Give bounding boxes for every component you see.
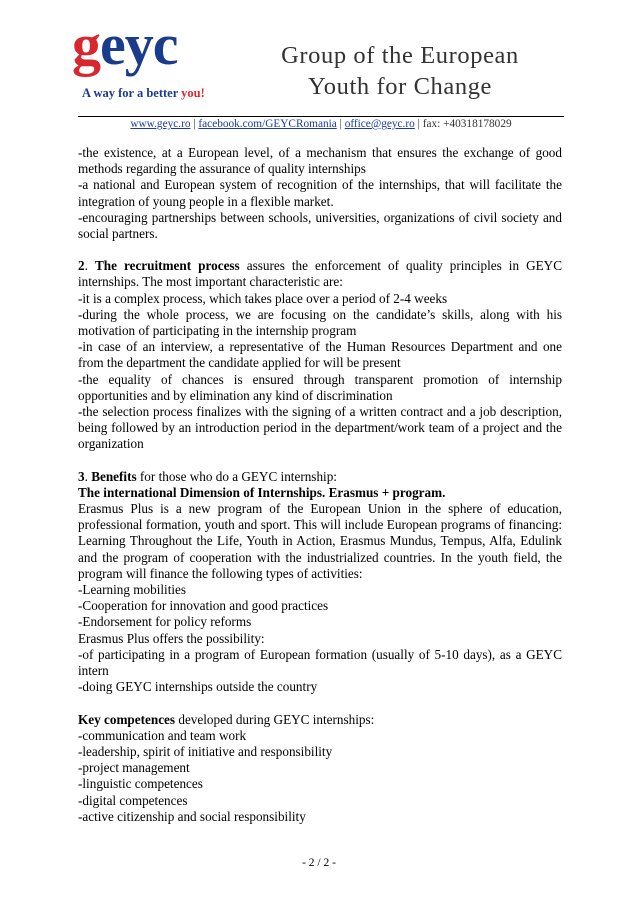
logo-tagline: A way for a better you! [82,86,205,100]
erasmus-paragraph: Erasmus Plus is a new program of the European Union in the sphere of education, professional formation, youth and sport. This will include European programs of financing: Learning Throughout the Life, Youth in Action, Erasmus Mundus, Tempus, Alfa, Edulink and the program of cooperation with the industrialized countries. In the youth field, the program will finance the following types of activities: [78,501,562,581]
section-2-intro: 2. The recruitment process assures the enforcement of quality principles in GEYC internships. The most important characteristic are: [78,258,562,290]
logo-wordmark: geyc [72,12,178,77]
list-item: -communication and team work [78,727,247,743]
email-link[interactable]: office@geyc.ro [344,118,415,130]
list-item: -digital competences [78,792,188,808]
website-link[interactable]: www.geyc.ro [130,118,191,130]
document-body [78,145,562,825]
list-item: -in case of an interview, a representative of the Human Resources Department and one from the department the candidate applied for will be present [78,339,562,371]
geyc-logo [70,12,220,106]
list-item: -linguistic competences [78,776,203,792]
contact-line: www.geyc.ro | facebook.com/GEYCRomania | office@geyc.ro | fax: +40318178029 [130,118,512,130]
section-3-intro: 3. Benefits for those who do a GEYC internship: [78,468,337,484]
possibility-line: Erasmus Plus offers the possibility: [78,630,265,646]
organization-name: Group of the European Youth for Change [281,42,519,100]
fax-number: fax: +40318178029 [422,118,512,130]
section-heading: Benefits [91,468,137,484]
section-heading: Key competences [78,711,176,727]
list-item: -active citizenship and social responsibility [78,808,306,824]
list-item: -the selection process finalizes with the signing of a written contract and a job description, being followed by an introduction period in the department/work team of a project and the organization [78,404,562,452]
list-item: -the existence, at a European level, of a mechanism that ensures the exchange of good methods regarding the assurance of quality internships [78,145,562,177]
list-item: -the equality of chances is ensured through transparent promotion of internship opportunities and by elimination any kind of discrimination [78,371,562,403]
list-item: -Cooperation for innovation and good practices [78,598,329,614]
list-item: -doing GEYC internships outside the country [78,679,318,695]
list-item: -a national and European system of recognition of the internships, that will facilitate the integration of young people in a flexible market. [78,177,562,209]
competences-intro: Key competences developed during GEYC internships: [78,711,375,727]
list-item: -project management [78,760,190,776]
list-item: -Learning mobilities [78,582,187,598]
list-item: -encouraging partnerships between schools, universities, organizations of civil society and social partners. [78,209,562,242]
list-item: -it is a complex process, which takes place over a period of 2-4 weeks [78,290,448,306]
list-item: -during the whole process, we are focusing on the candidate’s skills, along with his motivation of participating in the internship program [78,306,562,339]
section-heading: The recruitment process [94,258,240,274]
page-number: - 2 / 2 - [302,857,336,869]
list-item: -Endorsement for policy reforms [78,614,252,630]
list-item: -leadership, spirit of initiative and responsibility [78,743,333,759]
facebook-link[interactable]: facebook.com/GEYCRomania [198,118,337,130]
header-divider [78,116,564,117]
list-item: -of participating in a program of European formation (usually of 5-10 days), as a GEYC intern [78,646,562,679]
section-subheading: The international Dimension of Internships. Erasmus + program. [78,484,446,500]
